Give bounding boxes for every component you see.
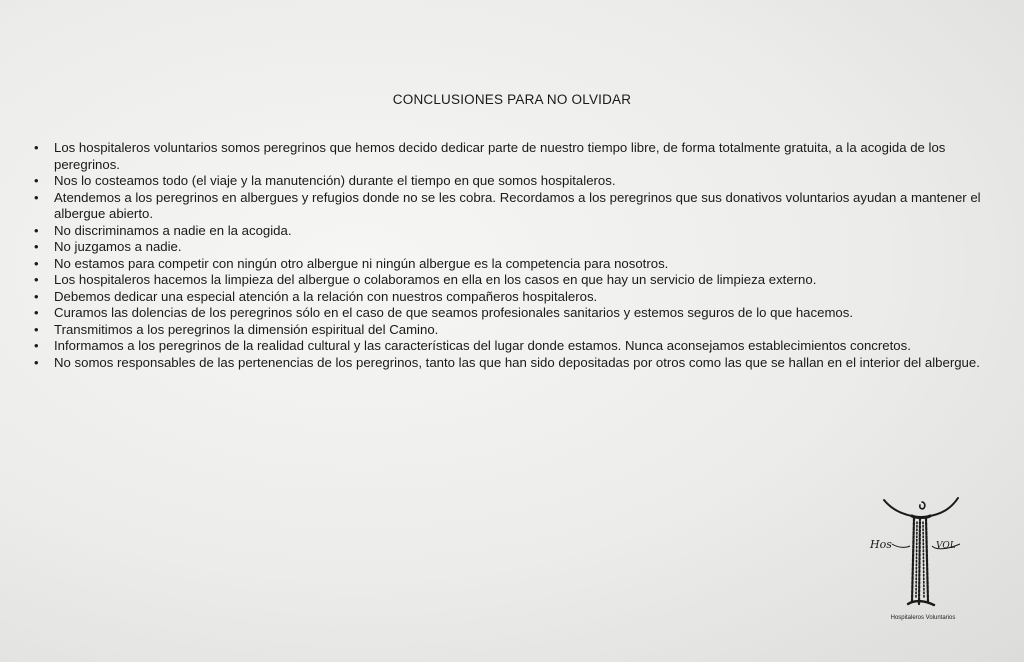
list-item: • Transmitimos a los peregrinos la dimensión espiritual del Camino. [34, 322, 994, 339]
list-item: • Curamos las dolencias de los peregrinos sólo en el caso de que seamos profesionales sanitarios y estemos seguros de lo que hacemos. [34, 305, 994, 322]
list-item: • Nos lo costeamos todo (el viaje y la manutención) durante el tiempo en que somos hospitaleros. [34, 173, 994, 190]
list-item: • Informamos a los peregrinos de la realidad cultural y las características del lugar donde estamos. Nunca aconsejamos establecimientos concretos. [34, 338, 994, 355]
svg-text:VOL: VOL [936, 541, 956, 551]
svg-text:Hos: Hos [870, 538, 892, 551]
hospitaleros-logo [862, 492, 982, 632]
conclusions-list [34, 140, 994, 371]
list-item: • No somos responsables de las pertenencias de los peregrinos, tanto las que han sido depositadas por otros como las que se hallan en el interior del albergue. [34, 355, 994, 372]
list-item: • Debemos dedicar una especial atención a la relación con nuestros compañeros hospitaleros. [34, 289, 994, 306]
list-item: • Atendemos a los peregrinos en albergues y refugios donde no se les cobra. Recordamos a los peregrinos que sus donativos voluntarios ayudan a mantener el albergue abierto. [34, 190, 994, 223]
list-item: • Los hospitaleros hacemos la limpieza del albergue o colaboramos en ella en los casos en que hay un servicio de limpieza externo. [34, 272, 994, 289]
document-title: CONCLUSIONES PARA NO OLVIDAR [392, 92, 632, 107]
list-item: • No juzgamos a nadie. [34, 239, 994, 256]
list-item: • No discriminamos a nadie en la acogida. [34, 223, 994, 240]
logo-caption: Hospitaleros Voluntarios [890, 615, 956, 621]
list-item: • Los hospitaleros voluntarios somos peregrinos que hemos decido dedicar parte de nuestro tiempo libre, de forma totalmente gratuita, a la acogida de los peregrinos. [34, 140, 994, 173]
list-item: • No estamos para competir con ningún otro albergue ni ningún albergue es la competencia para nosotros. [34, 256, 994, 273]
